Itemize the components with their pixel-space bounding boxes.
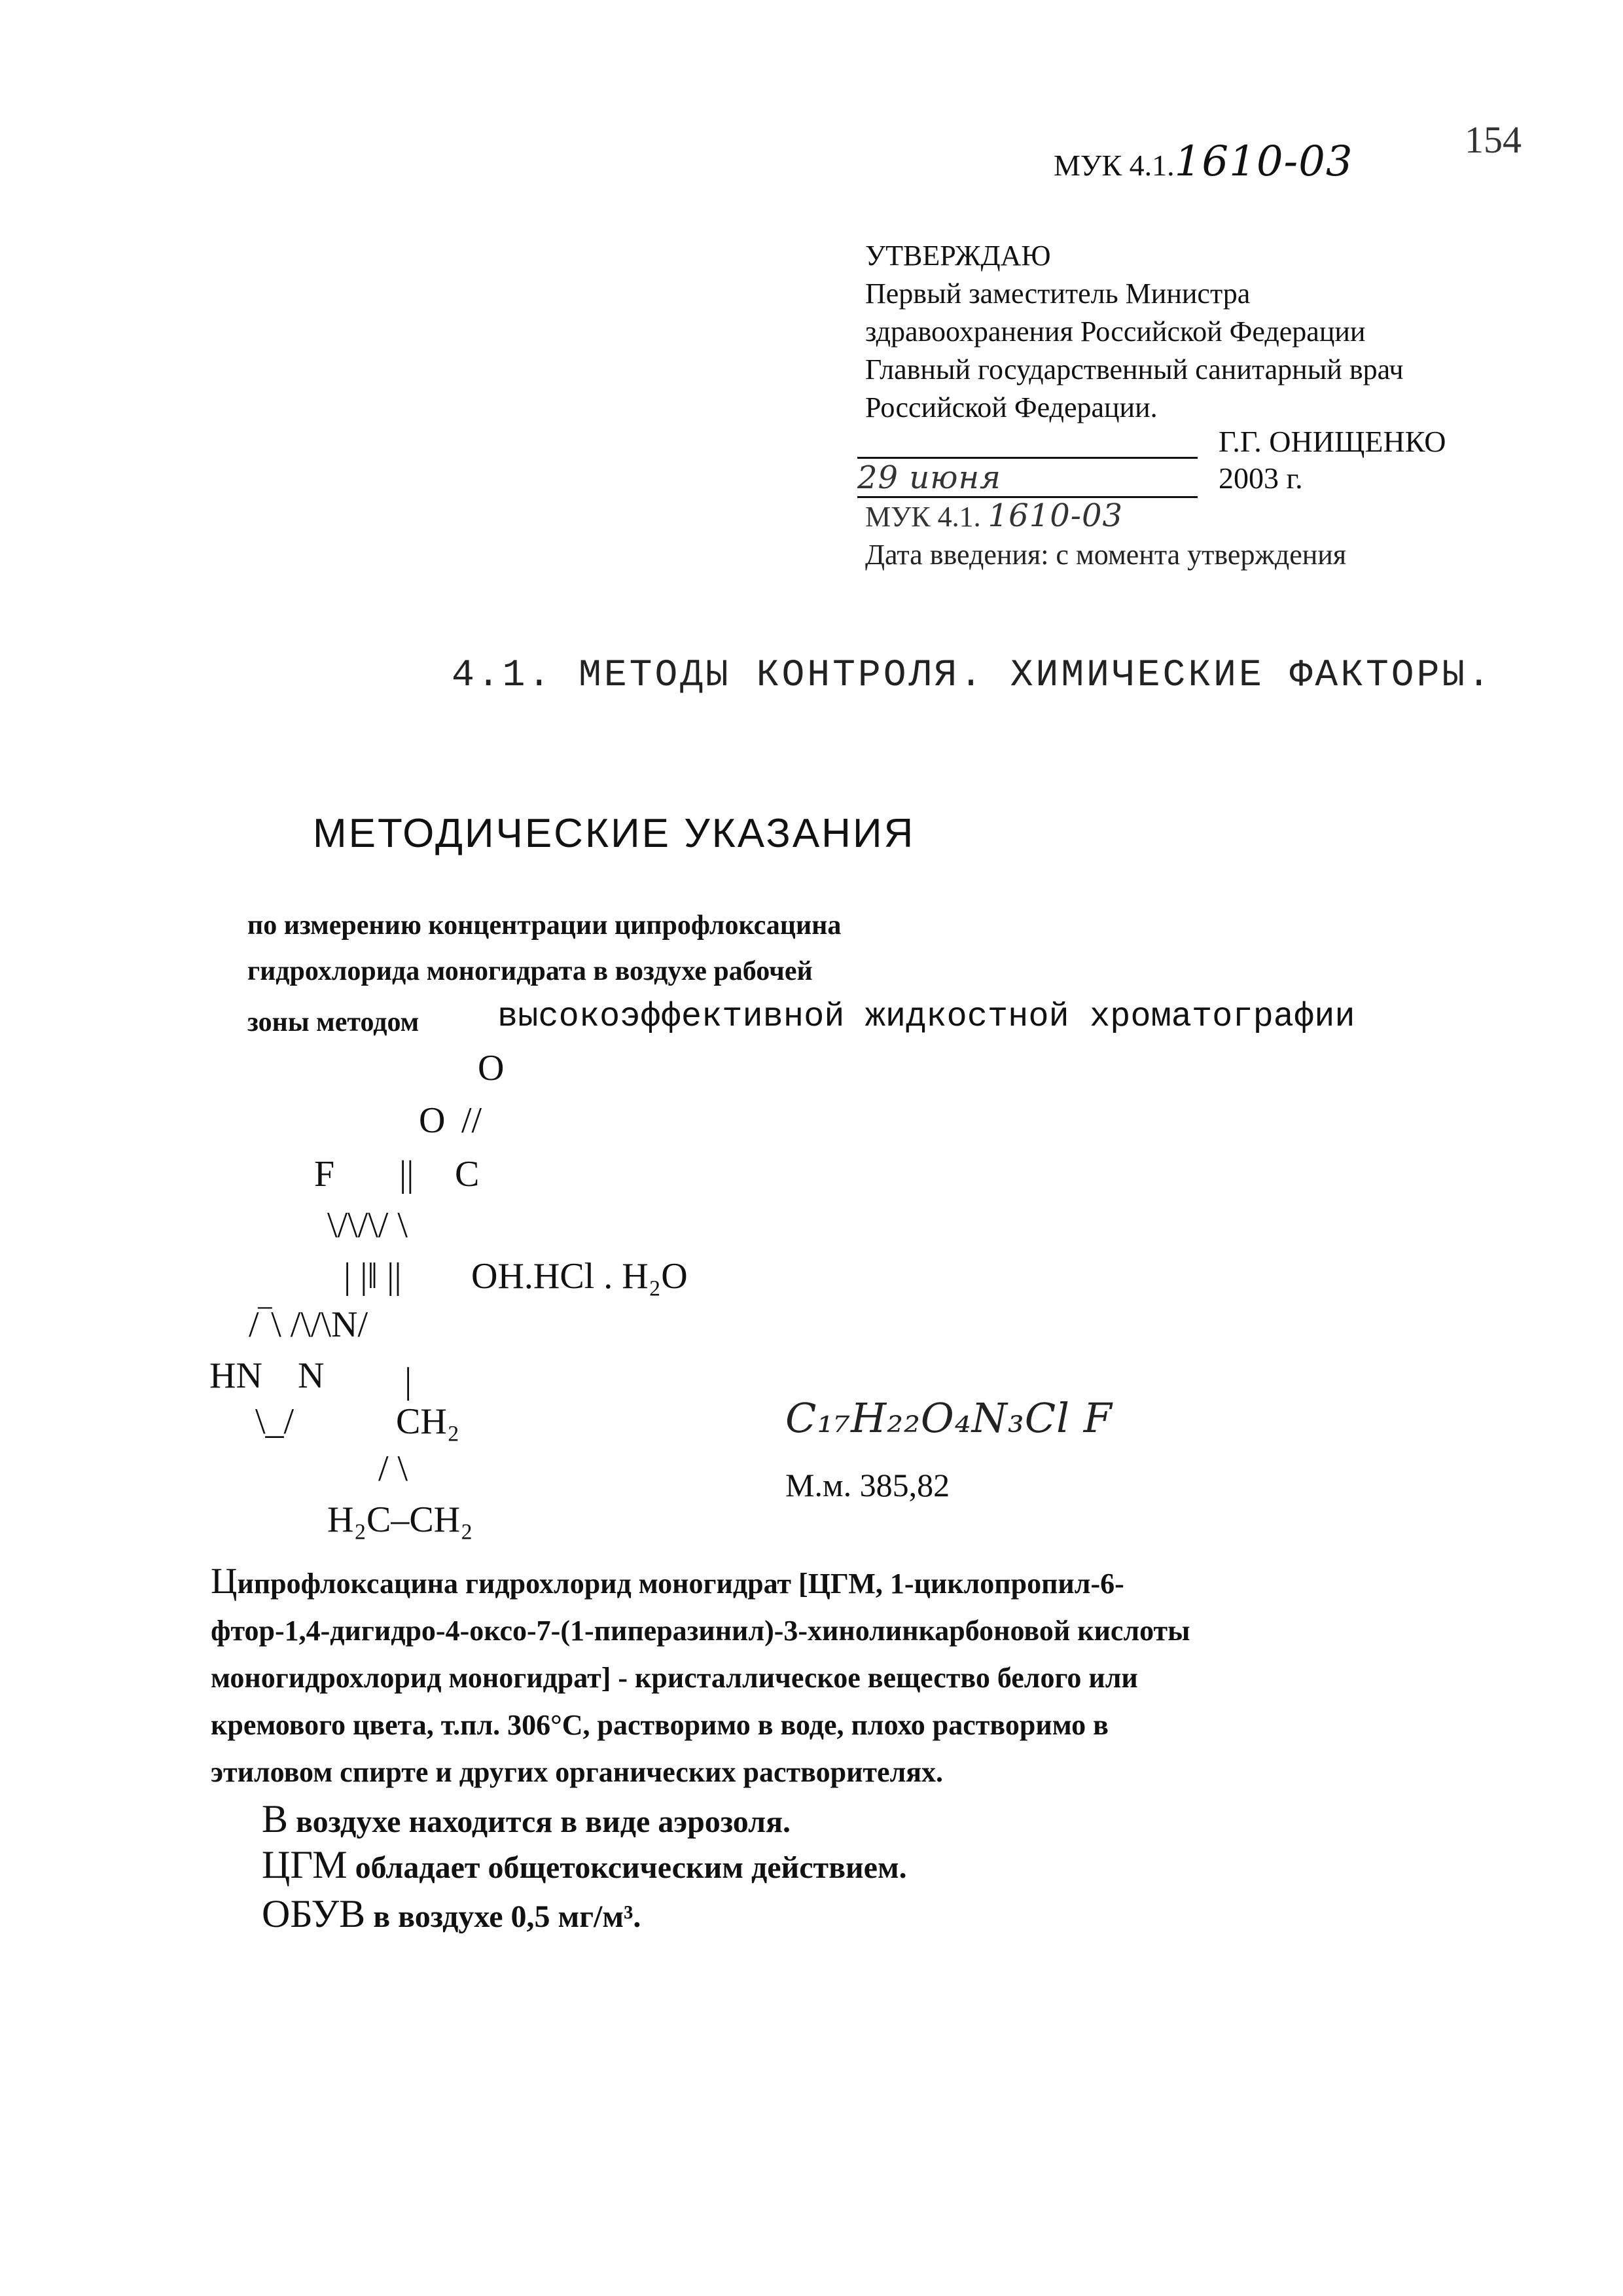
approval-block (865, 237, 1404, 427)
struct-oxygen-keto: O (419, 1100, 446, 1141)
struct-piperazine-top: /‾\ /\/\N/ (249, 1304, 368, 1345)
struct-oxygen-acid: O (478, 1048, 505, 1088)
subtitle-line: зоны методом (247, 1007, 419, 1037)
paragraph-text: в воздухе 0,5 мг/м³. (365, 1899, 641, 1934)
struct-carbon: C (455, 1154, 480, 1194)
struct-fluorine: F (314, 1154, 335, 1194)
struct-cyclopropyl-base: H₂C–CH₂ (327, 1499, 473, 1540)
approval-year: 2003 г. (1219, 461, 1303, 495)
handwritten-date: 29 июня (857, 459, 1001, 496)
molecular-formula: C₁₇H₂₂O₄N₃Cl F (785, 1394, 1113, 1442)
subtitle-line: по измерению концентрации ципрофлоксацина (247, 910, 842, 941)
struct-n: N (298, 1355, 325, 1396)
description-line: кремового цвета, т.пл. 306°С, растворимо в воде, плохо растворимо в (211, 1709, 1109, 1741)
struct-salt-hydrate: OH.HCl . H₂O (471, 1256, 688, 1297)
document-code-handwritten: 1610-03 (1174, 137, 1353, 186)
description-line: этиловом спирте и других органических растворителях. (211, 1756, 944, 1788)
approval-date-row (857, 459, 1303, 498)
approval-line: здравоохранения Российской Федерации (865, 315, 1366, 348)
approval-heading: УТВЕРЖДАЮ (865, 240, 1051, 272)
struct-ring-bonds-lower: | |‖ || (344, 1256, 402, 1297)
section-heading: 4.1. МЕТОДЫ КОНТРОЛЯ. ХИМИЧЕСКИЕ ФАКТОРЫ. (452, 655, 1493, 697)
description-line: ипрофлоксацина гидрохлорид моногидрат [ЦГМ, 1-циклопропил-6- (237, 1568, 1124, 1600)
page-number: 154 (1465, 118, 1522, 161)
approval-line: Первый заместитель Министра (865, 278, 1251, 310)
subtitle-typed-method: высокоэффективной жидкостной хроматографии (497, 997, 1355, 1036)
structural-formula (196, 1041, 759, 1551)
struct-piperazine-bottom: \_/ (255, 1401, 294, 1442)
paragraph-lead: ЦГМ (262, 1843, 348, 1886)
muk-handwritten: 1610-03 (988, 497, 1124, 534)
paragraph-lead: ОБУВ (262, 1892, 366, 1935)
paragraph-text: воздухе находится в виде аэрозоля. (288, 1804, 791, 1839)
approval-line: Российской Федерации. (865, 391, 1158, 423)
paragraph-aerosol (262, 1797, 791, 1842)
paragraph-lead: В (262, 1797, 289, 1840)
struct-ch2: CH₂ (396, 1401, 460, 1442)
paragraph-toxicity (262, 1842, 907, 1888)
main-title: МЕТОДИЧЕСКИЕ УКАЗАНИЯ (313, 811, 916, 856)
date-line (857, 459, 1198, 498)
struct-n-bond: | (404, 1361, 412, 1401)
subtitle-line: гидрохлорида моногидрата в воздухе рабочей (247, 956, 813, 986)
struct-ring-bonds: \/\/\/ \ (327, 1205, 408, 1246)
document-code (1054, 137, 1353, 186)
muk-prefix: МУК 4.1. (865, 501, 981, 533)
struct-double-bond-keto: || (399, 1154, 414, 1194)
substance-description (211, 1558, 1454, 1796)
struct-hn: HN (209, 1355, 262, 1396)
paragraph-obuv (262, 1892, 641, 1937)
molar-mass: М.м. 385,82 (785, 1467, 950, 1503)
introduction-date: Дата введения: с момента утверждения (865, 539, 1347, 571)
description-lead-letter: Ц (211, 1561, 238, 1602)
signatory-name: Г.Г. ОНИЩЕНКО (1219, 425, 1446, 458)
signature-line (857, 431, 1198, 459)
description-line: моногидрохлорид моногидрат] - кристаллическое вещество белого или (211, 1662, 1138, 1694)
paragraph-text: обладает общетоксическим действием. (347, 1850, 907, 1885)
document-code-prefix: МУК 4.1. (1054, 149, 1175, 182)
description-line: фтор-1,4-дигидро-4-оксо-7-(1-пиперазинил)-3-хинолинкарбоновой кислоты (211, 1615, 1190, 1647)
struct-cyclopropyl-bonds: / \ (378, 1448, 408, 1489)
signature-row (857, 424, 1446, 459)
approval-line: Главный государственный санитарный врач (865, 353, 1404, 386)
muk-number-row (865, 497, 1123, 534)
struct-double-bond-acid: // (461, 1100, 482, 1141)
